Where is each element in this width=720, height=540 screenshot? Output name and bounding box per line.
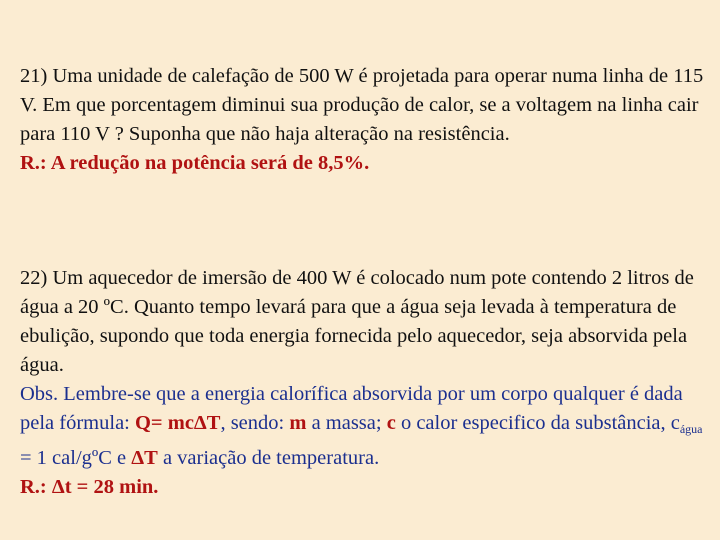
obs-text-2: a massa; (306, 412, 387, 434)
question-22-observation (20, 380, 710, 473)
question-22-block (20, 264, 710, 502)
obs-text-end: a variação de temperatura. (157, 447, 380, 469)
specific-heat-symbol: c (386, 412, 396, 434)
question-21-block (20, 62, 710, 178)
obs-text-3: o calor especifico da substância, c (395, 412, 680, 434)
delta-t-symbol: ΔT (131, 447, 158, 469)
obs-text-1: , sendo: (220, 412, 290, 434)
question-22-text: 22) Um aquecedor de imersão de 400 W é colocado num pote contendo 2 litros de água a 20 ºC. Quanto tempo levará para que a água seja levada à temperatura de ebulição, supondo que toda energia fornecida pelo aquecedor, seja absorvida pela água. (20, 267, 694, 376)
heat-formula: Q= mcΔT (134, 412, 221, 434)
question-21-text: 21) Uma unidade de calefação de 500 W é projetada para operar numa linha de 115 V. Em que porcentagem diminui sua produção de calor, se a voltagem na linha cair para 110 V ? Suponha que não haja alteração na resistência. (20, 65, 704, 145)
water-subscript: água (679, 422, 703, 436)
obs-text-4: = 1 cal/gºC e (20, 447, 132, 469)
question-21-answer: R.: A redução na potência será de 8,5%. (20, 152, 370, 174)
question-22-answer: R.: Δt = 28 min. (20, 476, 159, 498)
mass-symbol: m (289, 412, 307, 434)
obs-intro: Obs. Lembre-se que a energia calorífica absorvida por um corpo qualquer é dada pela fórmula: (20, 383, 683, 434)
